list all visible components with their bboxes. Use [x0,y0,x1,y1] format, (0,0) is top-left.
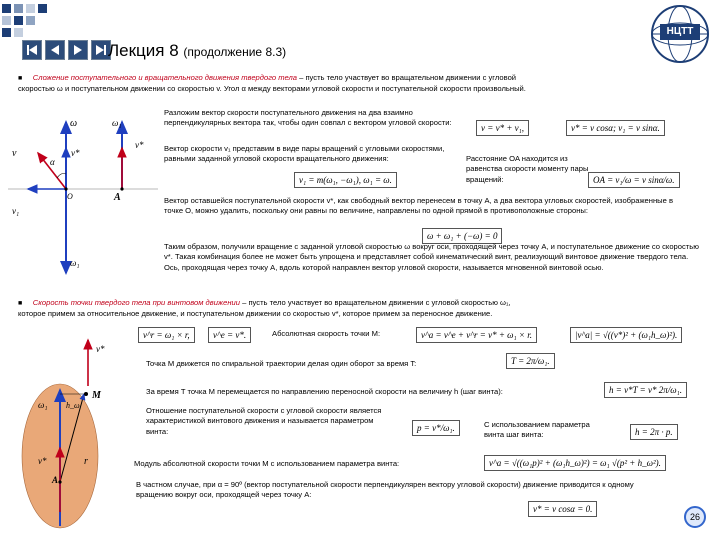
page-number: 26 [689,512,700,522]
section2-text2: которое примем за относительное движение, и поступательном движении со скоростью v*, которое примем за переносное движение. [18,309,493,319]
formula-mod: v^a = √((ω₁p)² + (ω₁h_ω)²) = ω₁ √(p² + h_ω²). [484,455,666,471]
spiral-text: Точка M движется по спиральной траектории делая один оборот за время T: [146,359,417,368]
label-A: A [114,192,121,203]
section2-heading: Скорость точки твердого тела при винтовом движении [32,298,240,307]
globe-logo-icon [648,2,712,66]
title-subtitle: (продолжение 8.3) [183,45,287,59]
label-omega1-top: ω₁ [112,118,122,128]
diagram-screw-motion [14,328,134,533]
formula-hp: h = 2π · p. [630,424,678,440]
mod-text: Модуль абсолютной скорости точки M с использованием параметра винта: [134,459,400,468]
label-alpha: α [50,157,55,167]
step-text: За время T точка M перемещается по направлению переносной скорости на величину h (шаг винта): [146,387,503,396]
param-text: Отношение поступательной скорости с угловой скорости является характеристикой винтового движения и называется параметром винта: [146,406,382,436]
label-A: A [52,475,59,485]
page-title [108,41,286,61]
label-v-star: v* [71,148,80,158]
oa-text: Расстояние OA находится из равенства скорости моменту пары вращений: [466,154,589,184]
section1-intro [18,73,708,95]
formula-decomp1: v = v* + v₁, [476,120,529,136]
param-use-text: С использованием параметра винта шаг винта: [484,420,590,440]
pair-text: Вектор скорости v₁ представим в виде пары вращений с угловыми скоростями, равными заданной угловой скорости вращательного движения: [164,144,445,164]
page-number-badge [684,506,706,528]
formula-ve: v^e = v*. [208,327,251,343]
label-h-omega: h_ω [66,401,80,410]
label-omega1: ω₁ [38,400,48,410]
diagram-translation-rotation [8,108,158,288]
formula-abs: v^a = v^e + v^r = v* + ω₁ × r. [416,327,537,343]
remain-text: Вектор оставшейся поступательной скорости v*, как свободный вектор перенесем в точку A, а два вектора угловых скоростей, изображенные в точке O, можно удалить, поскольку они равны по величине, направлены по одной прямой в противоположные стороны: [164,196,673,216]
section1-text1: – пусть тело участвует во вращательном движении с угловой [297,73,517,82]
label-v-star-top: v* [96,344,105,354]
bullet-icon: ■ [18,300,23,307]
decompose-text: Разложим вектор скорости поступательного движения на два взаимно перпендикулярных вектора так, чтобы один совпал с вектором угловой скорости: [164,108,452,128]
title-main: Лекция 8 [108,41,179,60]
formula-decomp2: v* = v cosα; v₁ = v sinα. [566,120,665,136]
label-v-star-right: v* [135,140,144,150]
special-text: В частном случае, при α = 90º (вектор поступательной скорости перпендикулярен вектору угловой скорости) движение приводится к одному вращению вокруг оси, проходящей через точку A: [136,480,634,500]
section2-text1: – пусть тело участвует во вращательном движении с угловой скоростью ω₁, [240,298,511,307]
label-v1: v₁ [12,206,20,216]
label-M: M [92,390,101,401]
formula-h: h = v*T = v* 2π/ω₁. [604,382,687,398]
slide-nav [22,40,111,60]
formula-pair: v₁ = m(ω₁, −ω₁), ω₁ = ω. [294,172,397,188]
conclusion-text: Таким образом, получили вращение с заданной угловой скоростью ω вокруг оси, проходящей через точку A, и поступательное движение со скоростью v*. Такая комбинация более не может быть упрощена и представляет собой кинематический винт, реализующий винтовое движение твердого тела. Ось, проходящая через точку A, вдоль которой направлен вектор угловой скорости, называется мгновенной винтовой осью. [164,242,699,272]
formula-T: T = 2π/ω₁. [506,353,555,369]
formula-special: v* = v cosα = 0. [528,501,597,517]
formula-zero: ω + ω₁ + (−ω) = 0 [422,228,502,244]
label-v-star-left: v* [38,456,47,466]
section1-text2: скоростью ω и поступательном движении со скоростью v. Угол α между векторами угловой скорости и поступательной скорости произвольный. [18,84,526,94]
bullet-icon: ■ [18,75,23,82]
label-v: v [12,148,17,159]
next-slide-icon[interactable] [68,40,88,60]
label-O: O [67,192,73,201]
section1-heading: Сложение поступательного и вращательного движения твердого тела [32,73,297,82]
label-omega1-bottom: ω₁ [70,258,80,268]
prev-slide-icon[interactable] [45,40,65,60]
formula-abs-mag: |v^a| = √((v*)² + (ω₁h_ω)²). [570,327,682,343]
formula-oa: OA = v₁/ω = v sinα/ω. [588,172,680,188]
section2-intro [18,298,708,320]
logo-text: НЦТТ [666,26,694,37]
formula-vr: v^r = ω₁ × r, [138,327,195,343]
label-r: r [84,456,88,467]
first-slide-icon[interactable] [22,40,42,60]
formula-p: p = v*/ω₁. [412,420,460,436]
abs-label: Абсолютная скорость точки M: [272,329,381,338]
label-omega-top: ω [70,118,78,129]
